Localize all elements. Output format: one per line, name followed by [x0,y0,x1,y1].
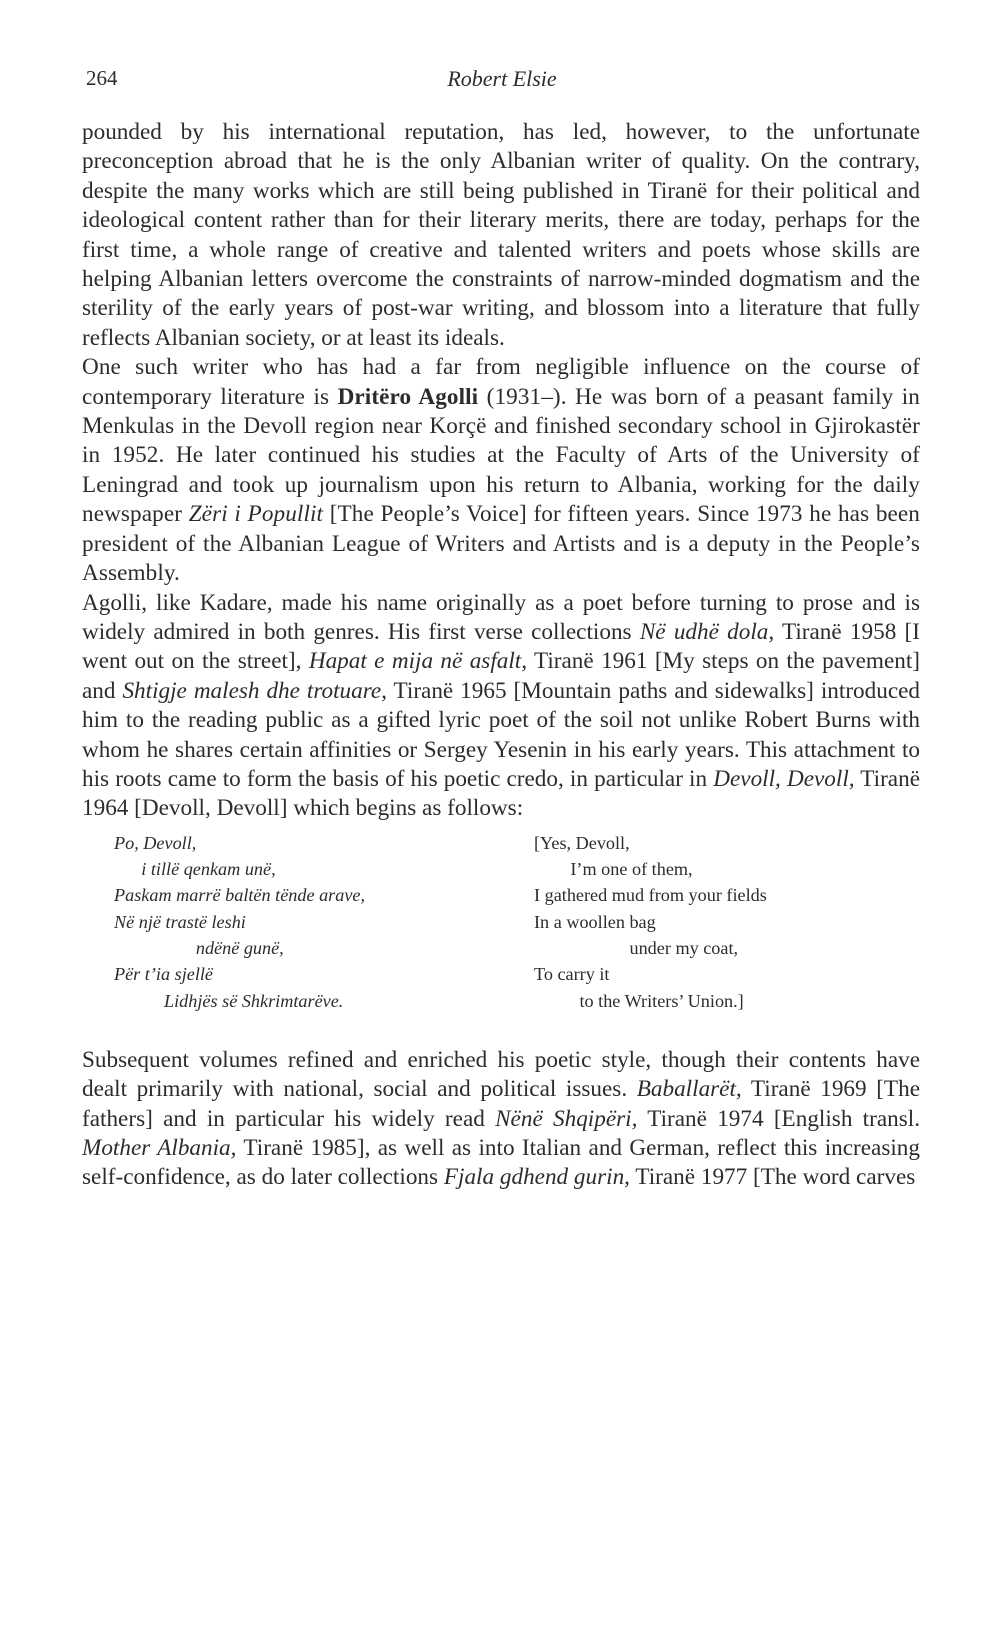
paragraph-4-text-d: Tiranë 1985], as well as into Italian and German, reflect this increasing self-confidence, as do later collections [82,1134,920,1191]
paragraph-3-text-e: Tiranë 1964 [Devoll, Devoll] which begins as follows: [82,765,920,822]
poem-line: I gathered mud from your fields [534,885,767,906]
poem-line: [Yes, Devoll, [534,832,630,853]
poem-english-translation [534,830,767,1014]
book-title-1: Në udhë dola, [639,618,775,645]
paragraph-3-text-b: Tiranë 1958 [I went out on the street], [82,618,921,675]
poem-line: Lidhjës së Shkrimtarëve. [114,990,344,1011]
poem-line: Për t’ia sjellë [114,964,213,985]
page-number: 264 [86,66,118,90]
paragraph-2-text-a: One such writer who has had a far from negligible influence on the course of contemporary literature is [82,354,920,410]
running-head: Robert Elsie [447,66,557,91]
page-header [86,66,918,96]
book-title-5: Baballarët, [636,1076,742,1103]
author-name-bold: Dritëro Agolli [337,383,479,410]
poem-line: under my coat, [534,937,739,958]
paragraph-4-text-c: Tiranë 1974 [English transl. [637,1105,920,1132]
body-text [82,118,920,1193]
book-title-4: Devoll, Devoll, [713,765,855,792]
poem-line: i tillë qenkam unë, [114,859,276,880]
poem-line: Në një trastë leshi [114,911,246,932]
paragraph-4-text-e: Tiranë 1977 [The word carves [629,1164,916,1191]
paragraph-3-text-d: Tiranë 1965 [Mountain paths and sidewalks] introduced him to the reading public as a gifted lyric poet of the soil not unlike Robert Burns with whom he shares certain affinities or Sergey Yesenin in his early years. This attachment to his roots came to form the basis of his poetic credo, in particular in [82,677,920,792]
paragraph-2-text-b: (1931–). He was born of a peasant family in Menkulas in the Devoll region near Korçë and finished secondary school in Gjirokastër in 1952. He later continued his studies at the Faculty of Arts of the University of Leningrad and took up journalism upon his return to Albania, working for the daily newspaper [82,383,920,528]
paragraph-4-text-a: Subsequent volumes refined and enriched his poetic style, though their contents have dealt primarily with national, social and political issues. [82,1046,920,1103]
paragraph-1: pounded by his international reputation, has led, however, to the unfortunate preconception abroad that he is the only Albanian writer of quality. On the contrary, despite the many works which are still being published in Tiranë for their political and ideological content rather than for their literary merits, there are today, perhaps for the first time, a whole range of creative and talented writers and poets whose skills are helping Albanian letters overcome the constraints of narrow-minded dogmatism and the sterility of the early years of post-war writing, and blossom into a literature that fully reflects Albanian society, or at least its ideals. [82,119,920,351]
paragraph-3 [82,589,920,824]
book-title-8: Fjala gdhend gurin, [443,1164,630,1191]
poem-line: I’m one of them, [534,859,693,880]
paragraph-4-text-b: Tiranë 1969 [The fathers] and in particular his widely read [82,1076,920,1132]
poem-albanian [114,830,365,1014]
paragraph-3-text-a: Agolli, like Kadare, made his name originally as a poet before turning to prose and is widely admired in both genres. His first verse collections [82,589,920,645]
paragraph-3-text-c: Tiranë 1961 [My steps on the pavement] and [82,648,920,704]
poem-line: To carry it [534,964,610,985]
book-title-2: Hapat e mija në asfalt, [308,648,528,675]
newspaper-title: Zëri i Popullit [188,501,324,528]
book-title-3: Shtigje malesh dhe trotuare, [122,677,387,704]
book-title-6: Nënë Shqipëri, [495,1105,638,1132]
poem-line: to the Writers’ Union.] [534,990,744,1011]
poem-line: Paskam marrë baltën tënde arave, [114,885,366,906]
paragraph-2-text-c: [The People’s Voice] for fifteen years. Since 1973 he has been president of the Albanian League of Writers and Artists and is a deputy in the People’s Assembly. [82,501,920,587]
poem-line: In a woollen bag [534,911,656,932]
paragraph-4 [82,1046,920,1193]
poem-line: ndënë gunë, [114,937,284,958]
poem-excerpt [82,830,920,1040]
poem-line: Po, Devoll, [114,832,197,853]
paragraph-2 [82,353,920,588]
book-title-7: Mother Albania, [82,1134,237,1161]
